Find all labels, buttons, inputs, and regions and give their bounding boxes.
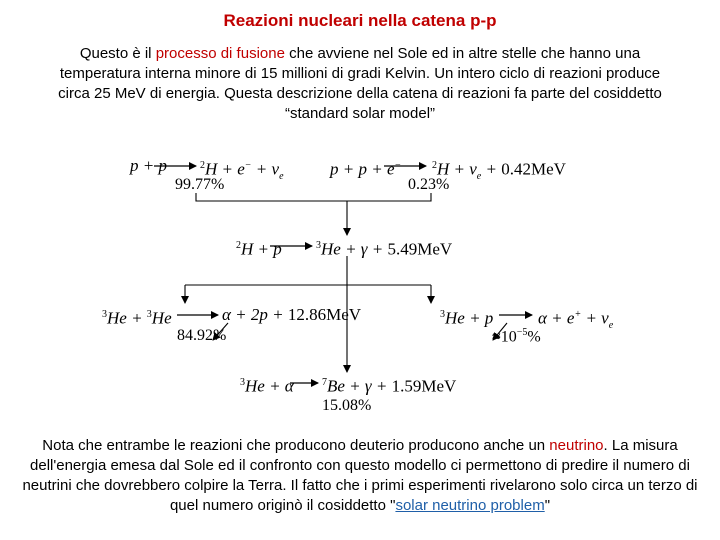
energy-value: 5.49MeV [387, 239, 453, 259]
branch-fraction: 15.08% [322, 397, 372, 414]
fusion-process-link[interactable]: processo di fusione [155, 45, 285, 62]
page-title: Reazioni nucleari nella catena p-p [223, 11, 497, 30]
reaction-hep-products: $\alpha + e^+ + \nu_e$ [538, 308, 614, 332]
solar-neutrino-problem-link[interactable]: solar neutrino problem [395, 497, 545, 514]
neutrino-link[interactable]: neutrino [549, 437, 604, 454]
energy-value: 0.42MeV [501, 159, 566, 179]
intro-text-2: che avviene nel Sole ed in altre stelle che hanno una temperatura interna minore di 15 millioni di gradi Kelvin. Un intero ciclo di reazioni produce circa 25 MeV di energia. Questa descrizione della catena di reazioni fa parte del cosiddetto “standard solar model” [58, 45, 662, 122]
reaction-pep-products: $^2H + \nu_e + 0.42MeV$ [432, 159, 566, 183]
branch-fraction: 99.77% [175, 176, 225, 193]
energy-value: 12.86MeV [287, 305, 362, 324]
outro-paragraph [20, 436, 700, 516]
reaction-pep-left: p + p + e− [330, 159, 402, 179]
reaction-pp-left: p + p [130, 156, 167, 175]
energy-value: 1.59MeV [391, 376, 457, 396]
merge-connector [196, 193, 431, 201]
outro-text-2: . La misura dell'energia emesa dal Sole ed il confronto con questo modello ci permettono di predire il numero di neutrini che dovrebbero colpire la Terra. Il fatto che i primi esperimenti rivelarono solo circa un terzo di quel numero originò il cosiddetto " [22, 437, 698, 514]
branch-fraction: $\approx 10^{-5}\%$ [492, 327, 541, 346]
reaction-pp-products: $^2H + e^- + \nu_e$ [200, 159, 284, 183]
reaction-he3he3-products: α + 2p + 12.86MeV [222, 305, 362, 324]
branch-fraction: 84.92% [177, 327, 227, 344]
reaction-he3he3-left: $^3$He + $^3$He [102, 308, 172, 328]
reaction-he3he4-left: $^3$He + α [240, 376, 294, 396]
outro-text-1: Nota che entrambe le reazioni che producono deuterio producono anche un [42, 437, 550, 454]
reaction-hep-left: $^3$He + p [440, 308, 494, 328]
reaction-he3he4-products: $^7$Be + γ + 1.59MeV [322, 376, 457, 396]
outro-text-3: " [544, 497, 551, 514]
reaction-dp-products: $^3$He + γ + 5.49MeV [316, 239, 453, 259]
reaction-dp-left: $^2$H + p [236, 239, 282, 259]
intro-text-1: Questo è il [79, 45, 156, 62]
branch-fraction: 0.23% [408, 176, 450, 193]
